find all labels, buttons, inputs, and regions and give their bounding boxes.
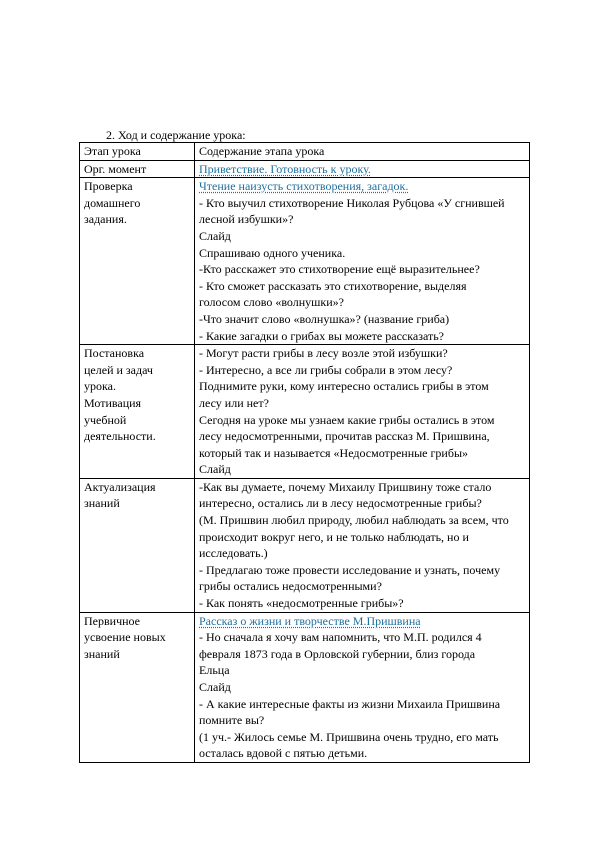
table-row	[80, 478, 530, 612]
content-line: Поднимите руки, кому интересно остались грибы в этом	[199, 379, 489, 394]
stage-line: усвоение новых	[84, 630, 166, 645]
content-cell	[195, 478, 530, 612]
content-cell	[195, 345, 530, 479]
content-line: лесу недосмотренными, прочитав рассказ М. Пришвина,	[199, 429, 490, 444]
content-section-title: Чтение наизусть стихотворения, загадок.	[199, 179, 409, 194]
lesson-plan-table-body	[80, 143, 530, 763]
content-cell	[195, 160, 530, 178]
content-line: помните вы?	[199, 713, 265, 728]
content-line: Слайд	[199, 680, 231, 694]
stage-cell	[80, 160, 195, 178]
stage-line: знаний	[84, 496, 120, 511]
content-line: - Могут расти грибы в лесу возле этой избушки?	[199, 346, 448, 361]
content-line: голосом слово «волнушки»?	[199, 295, 344, 310]
header-stage: Этап урока	[80, 143, 195, 161]
stage-cell	[80, 178, 195, 345]
section-heading: 2. Ход и содержание урока:	[106, 128, 246, 142]
content-cell	[195, 612, 530, 762]
content-line: - Но сначала я хочу вам напомнить, что М.П. родился 4	[199, 630, 482, 645]
stage-line: деятельности.	[84, 429, 156, 444]
content-line: -Кто расскажет это стихотворение ещё выразительнее?	[199, 262, 480, 277]
content-line: (М. Пришвин любил природу, любил наблюдать за всем, что	[199, 513, 509, 528]
stage-line: знаний	[84, 646, 120, 661]
lesson-plan-table	[79, 142, 530, 763]
content-line: - Как понять «недосмотренные грибы»?	[199, 596, 404, 611]
content-line: интересно, остались ли в лесу недосмотренные грибы?	[199, 496, 482, 511]
stage-cell	[80, 612, 195, 762]
content-line: Слайд	[199, 228, 231, 243]
content-line: грибы остались недосмотренными?	[199, 579, 382, 594]
stage-line: целей и задач	[84, 362, 153, 377]
content-line: Слайд	[199, 462, 231, 477]
table-row	[80, 345, 530, 479]
stage-line: домашнего	[84, 195, 141, 210]
content-line: который так и называется «Недосмотренные грибы»	[199, 445, 469, 460]
content-line: исследовать.)	[199, 546, 268, 561]
stage-line: Орг. момент	[84, 161, 147, 176]
content-line: - Предлагаю тоже провести исследование и узнать, почему	[199, 562, 501, 577]
content-section-title: Приветствие. Готовность к уроку.	[199, 161, 371, 176]
stage-line: учебной	[84, 412, 127, 427]
content-line: лесной избушки»?	[199, 212, 294, 227]
content-line: Ельца	[199, 663, 230, 678]
content-line: - Какие загадки о грибах вы можете рассказать?	[199, 328, 444, 343]
table-row	[80, 178, 530, 345]
content-line: осталась вдовой с пятью детьми.	[199, 746, 368, 761]
stage-line: Проверка	[84, 179, 133, 194]
table-row	[80, 160, 530, 178]
stage-line: задания.	[84, 212, 127, 227]
content-line: - А какие интересные факты из жизни Михаила Пришвина	[199, 696, 501, 711]
content-line: происходит вокруг него, и не только наблюдать, но и	[199, 529, 469, 544]
content-section-title: Рассказ о жизни и творчестве М.Пришвина	[199, 613, 421, 628]
content-line: -Как вы думаете, почему Михаилу Пришвину тоже стало	[199, 479, 492, 494]
table-header-row	[80, 143, 530, 161]
content-line: -Что значит слово «волнушка»? (название гриба)	[199, 311, 450, 326]
content-line: - Интересно, а все ли грибы собрали в этом лесу?	[199, 362, 453, 377]
content-cell	[195, 178, 530, 345]
content-line: Спрашиваю одного ученика.	[199, 245, 346, 260]
stage-line: Актуализация	[84, 479, 156, 494]
content-line: (1 уч.- Жилось семье М. Пришвина очень трудно, его мать	[199, 729, 499, 744]
stage-line: Мотивация	[84, 395, 142, 410]
content-line: февраля 1873 года в Орловской губернии, близ города	[199, 646, 476, 661]
stage-line: Постановка	[84, 346, 145, 361]
header-content: Содержание этапа урока	[195, 143, 530, 161]
stage-line: Первичное	[84, 613, 141, 628]
content-line: Сегодня на уроке мы узнаем какие грибы остались в этом	[199, 412, 495, 427]
content-line: - Кто выучил стихотворение Николая Рубцова «У сгнившей	[199, 195, 505, 210]
content-line: - Кто сможет рассказать это стихотворение, выделяя	[199, 278, 467, 293]
stage-cell	[80, 478, 195, 612]
content-line: лесу или нет?	[199, 395, 269, 410]
table-row	[80, 612, 530, 762]
stage-line: урока.	[84, 379, 116, 394]
stage-cell	[80, 345, 195, 479]
